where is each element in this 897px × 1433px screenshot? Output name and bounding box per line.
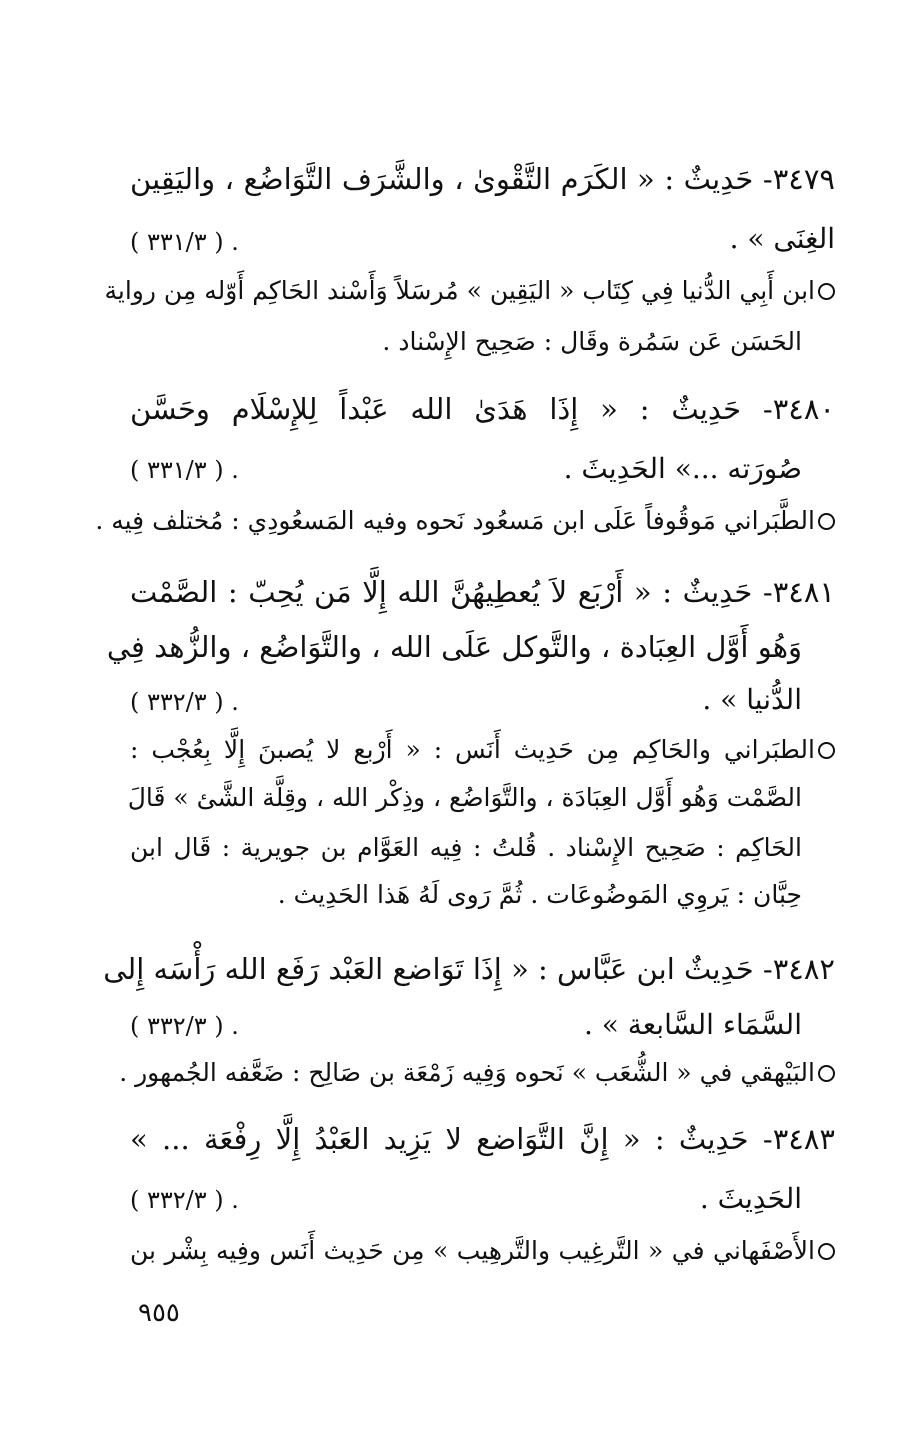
entry-3480-line-1: ٣٤٨٠- حَدِيثٌ : « إِذَا هَدَىٰ الله عَبْداً لِلإِسْلَام وحَسَّن: [130, 392, 835, 426]
entry-3483-reference: ( ٣٣٢/٣ ) .: [130, 1186, 239, 1214]
entry-3480-reference: ( ٣٣١/٣ ) .: [130, 456, 239, 484]
note-bullet-icon: [818, 742, 835, 759]
note-bullet-icon: [818, 283, 835, 300]
entry-3481-reference: ( ٣٣٢/٣ ) .: [130, 688, 239, 716]
note-bullet-icon: [818, 513, 835, 530]
entry-3479-note-line-1: ابن أَبِي الدُّنيا فِي كِتَاب « اليَقِين » مُرسَلاً وَأَسْند الحَاكِم أَوّله مِن رواية: [104, 276, 815, 305]
entry-3479-line-2: الغِنَى » .: [729, 222, 835, 255]
entry-3480-note-line-1: الطَّبَراني مَوقُوفاً عَلَى ابن مَسعُود نَحوه وفيه المَسعُودِي : مُختلف فِيه .: [95, 506, 815, 535]
note-bullet-icon: [818, 1065, 835, 1082]
entry-3482-line-2: السَّمَاء السَّابعة » .: [583, 1008, 802, 1041]
entry-3479-note-line-2: الحَسَن عَن سَمُرة وقَال : صَحِيح الإِسْناد .: [382, 327, 802, 356]
entry-3483-line-2: الحَدِيثَ .: [699, 1182, 802, 1215]
entry-3481-note-line-4: حِبَّان : يَروِي المَوضُوعَات . ثُمَّ رَوى لَهُ هَذا الحَدِيث .: [277, 880, 802, 909]
entry-3479-line-1: ٣٤٧٩- حَدِيثٌ : « الكَرَم التَّقْوىٰ ، والشَّرَف التَّوَاضُع ، واليَقِين: [130, 162, 835, 196]
entry-3481-line-3: الدُّنيا » .: [702, 683, 802, 716]
entry-3481-line-1: ٣٤٨١- حَدِيثٌ : « أَرْبَع لاَ يُعطِيهُنَّ الله إِلَّا مَن يُحِبّ : الصَّمْت: [130, 575, 835, 609]
entry-3481-note-line-3: الحَاكِم : صَحِيح الإِسْناد . قُلتُ : فِيه العَوَّام بن جويرية : قَال ابن: [130, 833, 802, 862]
page-number: ٩٥٥: [138, 1298, 180, 1328]
entry-3483-note-line-1: الأَصْفَهاني في « التَّرغِيب والتَّرهِيب » مِن حَدِيث أَنَس وفِيه بِشْر بن: [130, 1236, 815, 1265]
entry-3481-line-2: وَهُو أَوَّل العِبَادة ، والتَّوكل عَلَى الله ، والتَّوَاضُع ، والزُّهد فِي: [106, 630, 802, 664]
entry-3482-line-1: ٣٤٨٢- حَدِيثٌ ابن عَبَّاس : « إِذَا تَوَاضع العَبْد رَفَع الله رَأْسَه إِلى: [103, 952, 835, 986]
entry-3481-note-line-1: الطبَراني والحَاكِم مِن حَدِيث أَنَس : « أَرْبع لا يُصبنَ إِلَّا بِعُجْب :: [130, 735, 815, 764]
entry-3482-note-line-1: البَيْهقي في « الشُّعَب » نَحوه وَفِيه زَمْعَة بن صَالِح : ضَعَّفه الجُمهور .: [119, 1058, 815, 1087]
entry-3483-line-1: ٣٤٨٣- حَدِيثٌ : « إِنَّ التَّوَاضع لا يَزِيد العَبْدُ إِلَّا رِفْعَة ... »: [130, 1122, 835, 1156]
entry-3480-line-2: صُورَته ...» الحَدِيثَ .: [563, 452, 802, 485]
entry-3479-reference: ( ٣٣١/٣ ) .: [130, 228, 239, 256]
entry-3481-note-line-2: الصَّمْت وَهُو أَوَّل العِبَادَة ، والتَّوَاضُع ، وذِكْر الله ، وقِلَّة الشَّئ » قَالَ: [127, 783, 802, 812]
note-bullet-icon: [818, 1243, 835, 1260]
entry-3482-reference: ( ٣٣٢/٣ ) .: [130, 1012, 239, 1040]
